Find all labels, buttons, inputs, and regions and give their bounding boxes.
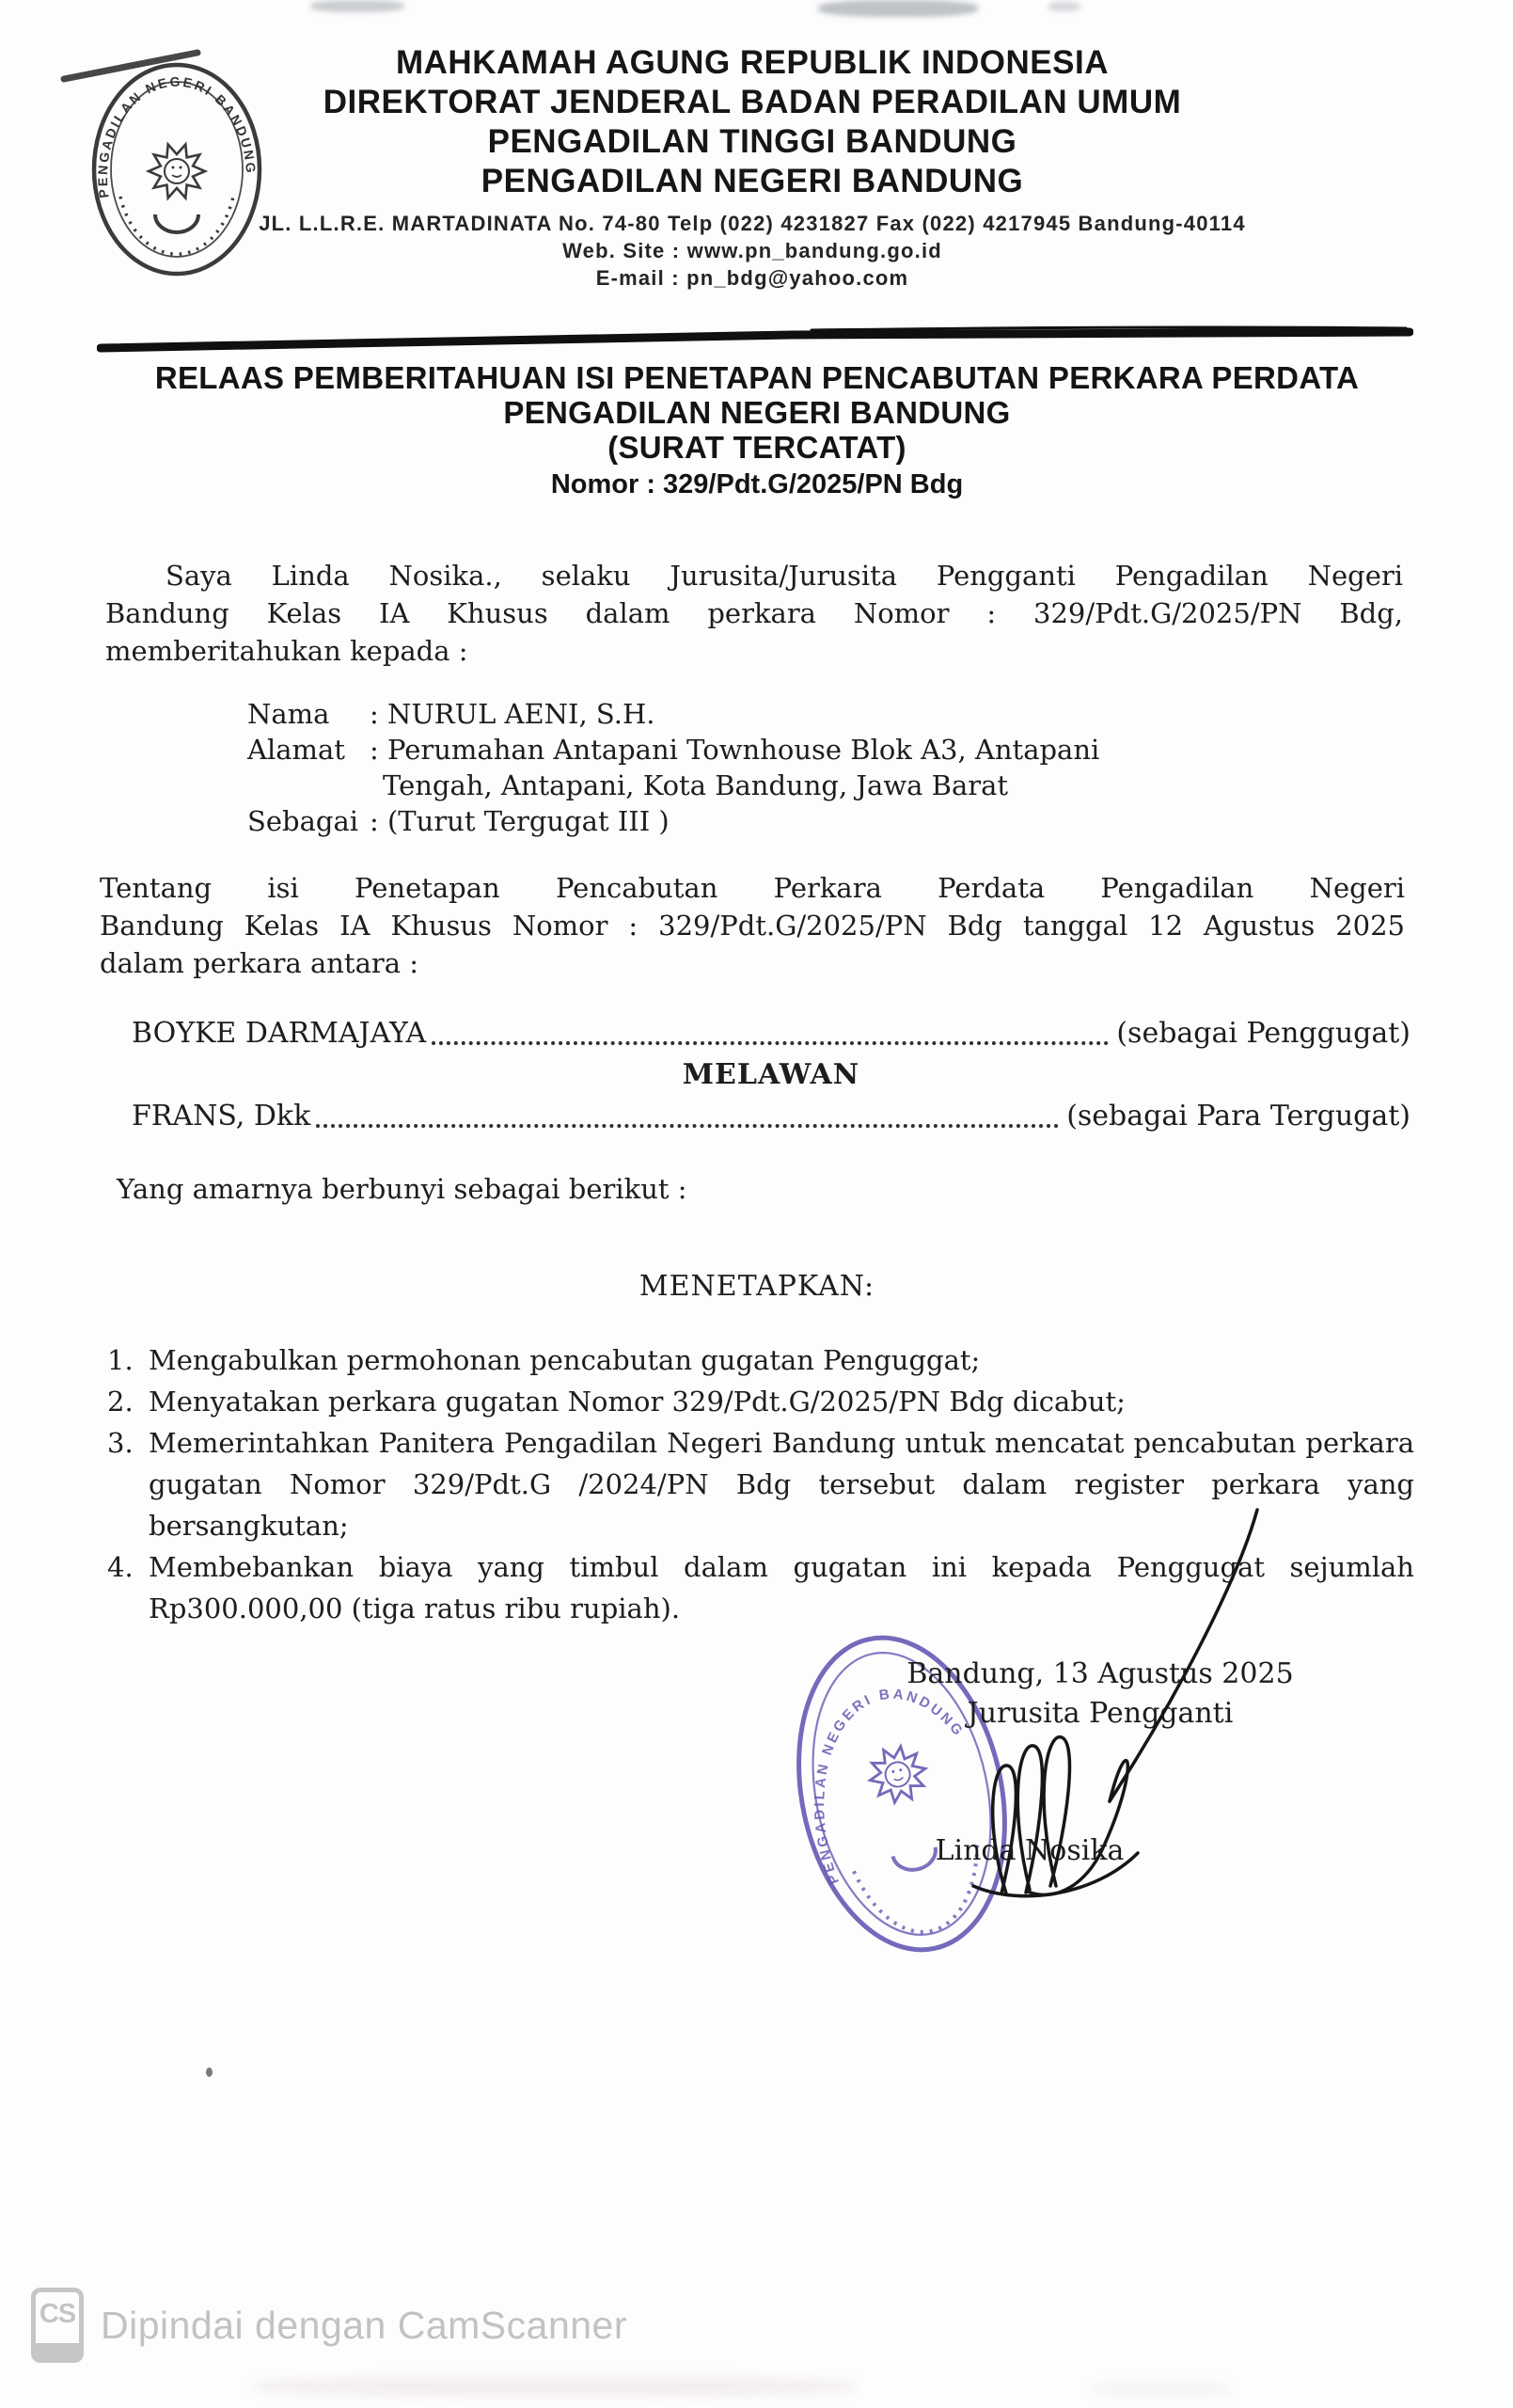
versus-label: MELAWAN	[682, 1058, 860, 1091]
recipient-name-row	[247, 696, 1099, 732]
about-line: Bandung Kelas IA Khusus Nomor : 329/Pdt.G/2025/PN Bdg tanggal 12 Agustus 2025	[100, 910, 1405, 942]
opening-line: memberitahukan kepada :	[105, 635, 468, 667]
document-title	[99, 360, 1415, 501]
opening-line: Bandung Kelas IA Khusus dalam perkara Nomor : 329/Pdt.G/2025/PN Bdg,	[105, 597, 1403, 629]
ruling-item: Membebankan biaya yang timbul dalam gugatan ini kepada Penggugat sejumlah Rp300.000,00 (tiga ratus ribu rupiah).	[149, 1551, 1414, 1624]
stamp-text: PENGADILAN NEGERI BANDUNG	[812, 1686, 968, 1887]
letterhead-address: JL. L.L.R.E. MARTADINATA No. 74-80 Telp (022) 4231827 Fax (022) 4217945 Bandung-40114	[259, 212, 1246, 235]
letterhead-divider-rule	[97, 324, 1413, 356]
recipient-details	[247, 696, 1099, 839]
letterhead-line-2: DIREKTORAT JENDERAL BADAN PERADILAN UMUM	[323, 84, 1182, 120]
menetapkan-heading: MENETAPKAN:	[638, 1270, 875, 1303]
camscanner-logo-bar	[36, 2343, 79, 2358]
plaintiff-row	[132, 1014, 1411, 1054]
scan-artifact	[254, 2376, 856, 2397]
amar-intro: Yang amarnya berbunyi sebagai berikut :	[117, 1173, 687, 1205]
scan-artifact	[310, 0, 404, 12]
scan-artifact	[206, 2067, 213, 2077]
address-label: Alamat	[247, 734, 345, 766]
signature-role: Jurusita Pengganti	[967, 1697, 1234, 1730]
about-line: Tentang isi Penetapan Pencabutan Perkara Perdata Pengadilan Negeri	[100, 872, 1405, 904]
plaintiff-name: BOYKE DARMAJAYA	[132, 1017, 427, 1050]
letterhead	[235, 43, 1269, 292]
ruling-item: Menyatakan perkara gugatan Nomor 329/Pdt.G/2025/PN Bdg dicabut;	[149, 1386, 1126, 1418]
scan-artifact	[1048, 2, 1080, 11]
camscanner-logo-letters: CS	[39, 2299, 76, 2329]
seal-sun-emblem	[149, 145, 205, 198]
ruling-item: Memerintahkan Panitera Pengadilan Negeri Bandung untuk mencatat pencabutan perkara gugatan Nomor 329/Pdt.G /2024/PN Bdg tersebut dalam register perkara yang bersangkutan;	[149, 1427, 1414, 1542]
signature-name: Linda Nosika	[935, 1834, 1125, 1867]
dotted-leader	[432, 1041, 1109, 1045]
opening-line: Saya Linda Nosika., selaku Jurusita/Jurusita Pengganti Pengadilan Negeri	[165, 560, 1403, 592]
seal-text: PENGADILAN NEGERI BANDUNG	[94, 73, 260, 199]
recipient-role-row	[247, 803, 1099, 839]
address-value-line: : Perumahan Antapani Townhouse Blok A3, Antapani	[370, 734, 1100, 766]
title-line-2: PENGADILAN NEGERI BANDUNG	[503, 395, 1011, 430]
letterhead-line-3: PENGADILAN TINGGI BANDUNG	[487, 123, 1017, 160]
letterhead-line-4: PENGADILAN NEGERI BANDUNG	[481, 163, 1024, 199]
role-label: Sebagai	[247, 805, 359, 837]
camscanner-watermark-text: Dipindai dengan CamScanner	[101, 2303, 628, 2347]
camscanner-logo-icon	[31, 2288, 84, 2363]
about-line: dalam perkara antara :	[100, 947, 419, 979]
parties-section	[132, 1014, 1411, 1136]
address-value-line: Tengah, Antapani, Kota Bandung, Jawa Barat	[383, 769, 1009, 801]
name-label: Nama	[247, 698, 330, 730]
defendant-role: (sebagai Para Tergugat)	[1066, 1100, 1411, 1133]
name-value: : NURUL AENI, S.H.	[370, 698, 655, 730]
title-line-1: RELAAS PEMBERITAHUAN ISI PENETAPAN PENCABUTAN PERKARA PERDATA	[154, 360, 1360, 395]
dotted-leader	[316, 1124, 1059, 1128]
defendant-row	[132, 1097, 1411, 1136]
about-paragraph	[100, 869, 1405, 982]
letterhead-website: Web. Site : www.pn_bandung.go.id	[562, 239, 942, 262]
letterhead-line-1: MAHKAMAH AGUNG REPUBLIK INDONESIA	[396, 44, 1109, 81]
plaintiff-role: (sebagai Penggugat)	[1116, 1017, 1411, 1050]
camscanner-footer	[31, 2288, 627, 2363]
scan-artifact	[1091, 2382, 1232, 2397]
ruling-item: Mengabulkan permohonan pencabutan gugatan Penguggat;	[149, 1344, 981, 1376]
letterhead-email: E-mail : pn_bdg@yahoo.com	[595, 266, 909, 290]
scan-artifact	[818, 0, 978, 17]
signature-place-date: Bandung, 13 Agustus 2025	[906, 1657, 1294, 1690]
stamp-sun-emblem	[864, 1742, 931, 1806]
ruling-list	[105, 1339, 1414, 1629]
recipient-address-row	[247, 732, 1099, 803]
title-line-3: (SURAT TERCATAT)	[607, 430, 906, 465]
defendant-name: FRANS, Dkk	[132, 1100, 311, 1133]
opening-paragraph	[105, 557, 1403, 670]
role-value: : (Turut Tergugat III )	[370, 805, 670, 837]
case-number: Nomor : 329/Pdt.G/2025/PN Bdg	[550, 469, 964, 499]
